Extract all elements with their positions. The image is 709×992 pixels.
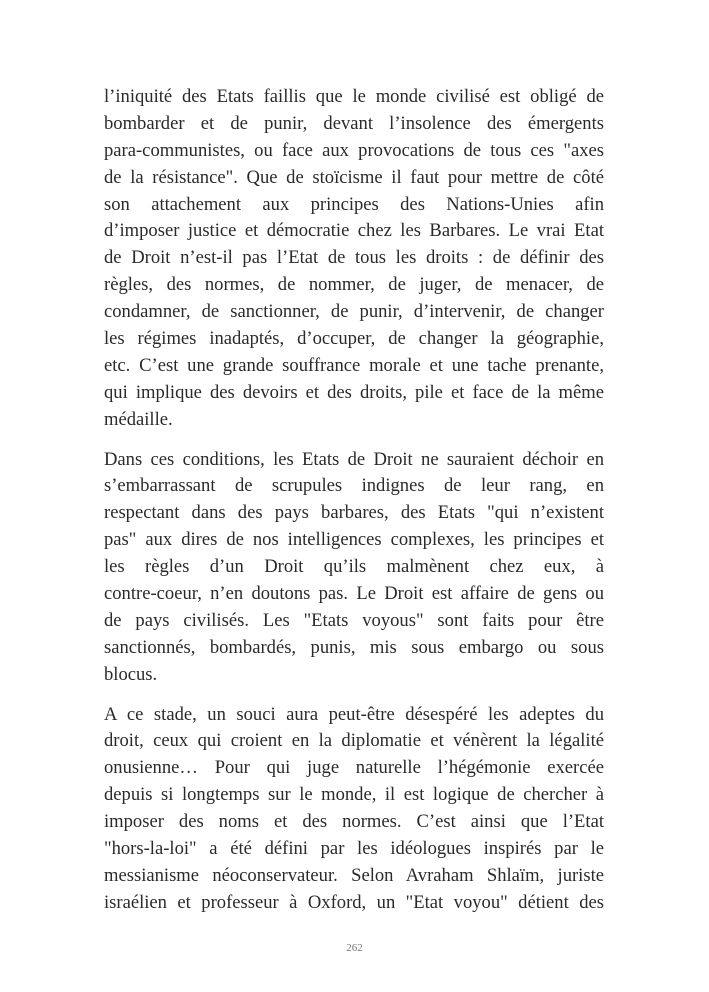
text-line: les règles d’un Droit qu’ils malmènent chez eux, à bbox=[104, 556, 604, 578]
text-line: s’embarrassant de scrupules indignes de leur rang, en bbox=[104, 475, 604, 497]
paragraph bbox=[104, 702, 604, 917]
paragraph bbox=[104, 447, 604, 689]
text-line: onusienne… Pour qui juge naturelle l’hégémonie exercée bbox=[104, 757, 604, 779]
text-line: règles, des normes, de nommer, de juger, de menacer, de bbox=[104, 274, 604, 296]
text-line: les régimes inadaptés, d’occuper, de changer la géographie, bbox=[104, 328, 604, 350]
text-line: sanctionnés, bombardés, punis, mis sous embargo ou sous bbox=[104, 636, 604, 658]
text-line: médaille. bbox=[104, 408, 173, 430]
text-line: d’imposer justice et démocratie chez les Barbares. Le vrai Etat bbox=[104, 220, 604, 242]
text-line: A ce stade, un souci aura peut-être désespéré les adeptes du bbox=[104, 703, 604, 725]
text-line: de pays civilisés. Les "Etats voyous" sont faits pour être bbox=[104, 609, 604, 631]
page-body bbox=[104, 84, 604, 930]
text-line: de Droit n’est-il pas l’Etat de tous les droits : de définir des bbox=[104, 247, 604, 269]
text-line: condamner, de sanctionner, de punir, d’intervenir, de changer bbox=[104, 301, 604, 323]
text-line: depuis si longtemps sur le monde, il est logique de chercher à bbox=[104, 784, 604, 806]
paragraph bbox=[104, 84, 604, 434]
text-line: contre-coeur, n’en doutons pas. Le Droit est affaire de gens ou bbox=[104, 583, 604, 605]
text-line: blocus. bbox=[104, 663, 158, 685]
text-line: etc. C’est une grande souffrance morale et une tache prenante, bbox=[104, 354, 604, 376]
text-line: bombarder et de punir, devant l’insolence des émergents bbox=[104, 112, 604, 134]
text-line: Dans ces conditions, les Etats de Droit ne sauraient déchoir en bbox=[104, 448, 604, 470]
text-line: de la résistance". Que de stoïcisme il faut pour mettre de côté bbox=[104, 166, 604, 188]
text-line: l’iniquité des Etats faillis que le monde civilisé est obligé de bbox=[104, 86, 604, 107]
text-line: droit, ceux qui croient en la diplomatie et vénèrent la légalité bbox=[104, 730, 604, 752]
text-line: messianisme néoconservateur. Selon Avraham Shlaïm, juriste bbox=[104, 864, 604, 886]
text-line: "hors-la-loi" a été défini par les idéologues inspirés par le bbox=[104, 838, 604, 860]
text-line: respectant dans des pays barbares, des Etats "qui n’existent bbox=[104, 502, 604, 524]
text-line: pas" aux dires de nos intelligences complexes, les principes et bbox=[104, 529, 604, 551]
text-line: son attachement aux principes des Nations-Unies afin bbox=[104, 193, 604, 215]
text-line: imposer des noms et des normes. C’est ainsi que l’Etat bbox=[104, 811, 604, 833]
text-line: qui implique des devoirs et des droits, pile et face de la même bbox=[104, 381, 604, 403]
text-line: para-communistes, ou face aux provocations de tous ces "axes bbox=[104, 139, 604, 161]
text-line: israélien et professeur à Oxford, un "Etat voyou" détient des bbox=[104, 891, 604, 913]
page-number: 262 bbox=[346, 942, 363, 954]
